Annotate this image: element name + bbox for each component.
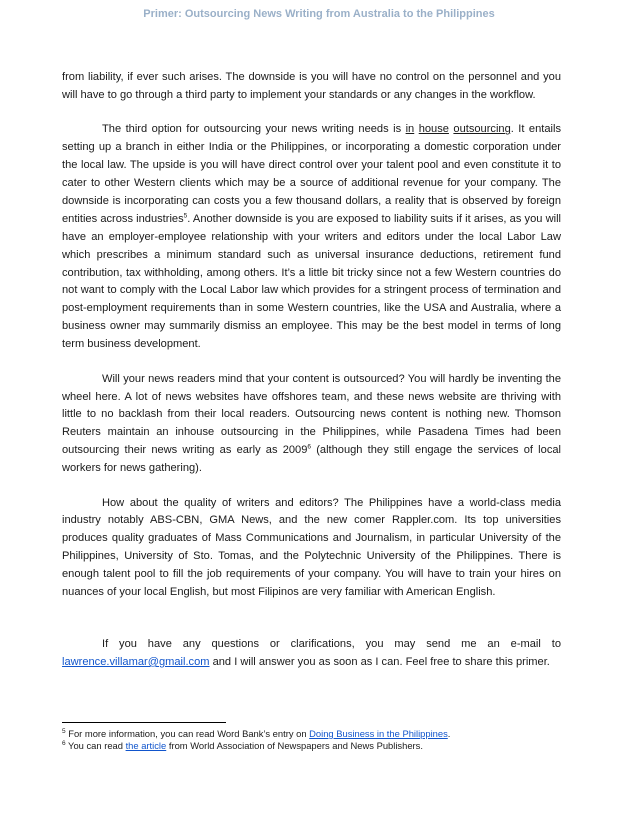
footnote-text: . bbox=[447, 728, 451, 739]
doing-business-link[interactable]: Doing Business in the Philippines bbox=[309, 728, 448, 739]
paragraph-inhouse-option bbox=[62, 121, 561, 354]
footnote-6 bbox=[62, 740, 582, 752]
text-span: and I will answer you as soon as I can. Feel free to share this primer. bbox=[209, 655, 550, 668]
footnote-text: You can read bbox=[65, 740, 126, 752]
footnote-separator bbox=[62, 722, 226, 723]
text-span: (although they still engage the services of local workers for news gathering). bbox=[62, 444, 561, 475]
footnote-ref-6[interactable]: 6 bbox=[307, 443, 312, 451]
running-header: Primer: Outsourcing News Writing from Australia to the Philippines bbox=[143, 8, 495, 20]
footnote-text: For more information, you can read Word Bank’s entry on bbox=[65, 728, 310, 739]
text-span: . Another downside is you are exposed to liability suits if it arises, as you will have an employer-employee relationship with your writers and editors under the local Labor Law which prescribes a minimum standard such as universal insurance deductions, retirement fund contribution, tax withholding, among others. It’s a little bit tricky since not a few Western countries do not want to comply with the Local Labor law which provides for a stringent process of termination and post-employment requirements than in some Western countries, like the USA and Australia, where a business owner may summarily dismiss an employee. This may be the best model in terms of long term business development. bbox=[62, 212, 562, 351]
footnote-number: 5 bbox=[62, 727, 66, 735]
footnotes bbox=[62, 728, 582, 753]
text-span: . It entails setting up a branch in either India or the Philippines, or incorporating a domestic corporation under the local law. The upside is you will have direct control over your talent pool and even constitute it to cater to other Western clients which may be a source of additional revenue for your company. The downside is incorporating can costs you a few thousand dollars, a reality that is observed by foreign entities across industries bbox=[62, 123, 561, 225]
text-span: Will your news readers mind that your content is outsourced? You will hardly be inventing the wheel here. A lot of news websites have offshores team, and these news website are thriving with little to no backlash from their local readers. Outsourcing news content is nothing new. Thomson Reuters maintain an inhouse outsourcing in the Philippines, while Pasadena Times had been outsourcing their news writing as early as 2009 bbox=[62, 372, 561, 457]
underlined-word-in: in bbox=[405, 123, 415, 136]
underlined-word-house: house bbox=[418, 123, 449, 136]
paragraph-contact bbox=[62, 636, 561, 672]
paragraph-readers bbox=[62, 371, 561, 478]
paragraph-continuation: from liability, if ever such arises. The downside is you will have no control on the personnel and you will have to go through a third party to implement your standards or any changes in the workflow. bbox=[62, 71, 561, 101]
email-link[interactable]: lawrence.villamar@gmail.com bbox=[62, 655, 210, 668]
underlined-word-outsourcing: outsourcing bbox=[453, 123, 511, 136]
body-text bbox=[62, 69, 561, 688]
footnote-number: 6 bbox=[62, 740, 66, 748]
text-span: The third option for outsourcing your news writing needs is bbox=[102, 123, 406, 136]
article-link[interactable]: the article bbox=[125, 740, 167, 752]
footnote-5 bbox=[62, 728, 582, 740]
text-span: If you have any questions or clarifications, you may send me an e-mail to bbox=[102, 637, 561, 650]
footnote-text: from World Association of Newspapers and News Publishers. bbox=[166, 740, 423, 752]
footnote-ref-5[interactable]: 5 bbox=[183, 212, 188, 220]
paragraph-quality: How about the quality of writers and editors? The Philippines have a world-class media industry notably ABS-CBN, GMA News, and the new comer Rappler.com. Its top universities produces quality graduates of Mass Communications and Journalism, in particular University of the Philippines, University of Sto. Tomas, and the Polytechnic University of the Philippines. There is enough talent pool to fill the job requirements of your company. You will have to train your hires on nuances of your local English, but most Filipinos are very familiar with American English. bbox=[62, 496, 561, 599]
